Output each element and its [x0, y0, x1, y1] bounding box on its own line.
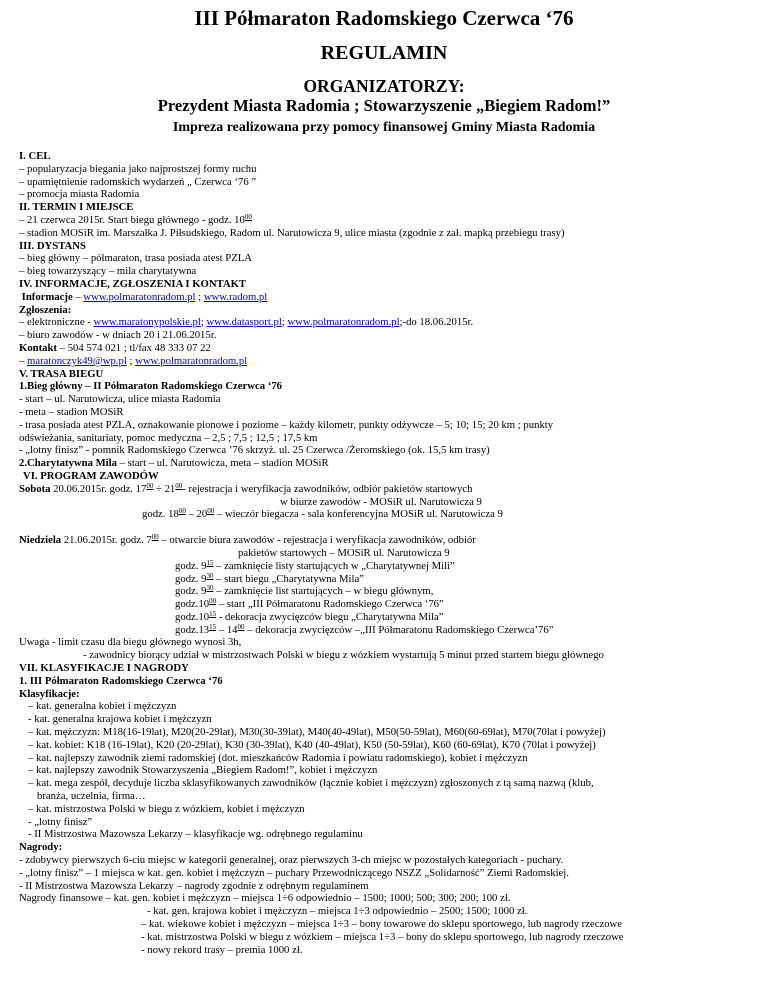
- list-item: – kat. wiekowe kobiet i mężczyzn – miejsca 1÷3 – bony towarowe do sklepu sportowego, lub nagrody rzeczowe: [141, 918, 623, 931]
- text-line: pakietów startowych – MOSiR ul. Narutowicza 9: [238, 546, 450, 559]
- section-heading-route: V. TRASA BIEGU: [19, 367, 104, 380]
- section-heading-info: IV. INFORMACJE, ZGŁOSZENIA I KONTAKT: [19, 277, 247, 290]
- schedule-row: godz. $9^{15}$ – zamknięcie listy startujących w „Charytatywnej Mili”: [175, 558, 455, 572]
- text-line: - meta – stadion MOSiR: [19, 405, 124, 418]
- sunday-line: Niedziela 21.06.2015r. godz. $7^{00}$ – otwarcie biura zawodów - rejestracja i weryfikacja zawodników, odbiór: [19, 533, 476, 547]
- registration-label: Zgłoszenia:: [19, 303, 72, 316]
- list-item: - zdobywcy pierwszych 6-ciu miejsc w kategorii generalnej, oraz pierwszych 3-ch miejsc w pozostałych kategoriach - puchary.: [19, 854, 564, 867]
- text-line: – 21 czerwca 2015r. Start biegu głównego - godz. $10^{00}$: [19, 212, 252, 226]
- subheading-half-marathon: 1. III Półmaraton Radomskiego Czerwca ‘76: [19, 674, 223, 687]
- schedule-row: $godz.13^{15} - 14^{00}$ – dekoracja zwycięzców –„III Półmaratonu Radomskiego Czerwca’76”: [175, 622, 554, 636]
- section-heading-classification: VII. KLASYFIKACJE I NAGRODY: [19, 662, 189, 675]
- text-line: – biuro zawodów - w dniach 20 i 21.06.2015r.: [19, 329, 217, 342]
- document-title: III Półmaraton Radomskiego Czerwca ‘76: [194, 6, 574, 30]
- list-item: Nagrody finansowe – kat. gen. kobiet i mężczyzn – miejsca 1÷6 odpowiednio – 1500; 1000; 500; 300; 200; 100 zł.: [19, 892, 511, 905]
- regulations-body: [19, 150, 759, 956]
- classification-label: Klasyfikacje:: [19, 687, 80, 700]
- list-item: - kat. gen. krajowa kobiet i mężczyzn – miejsca 1÷3 odpowiednio – 2500; 1500; 1000 zł.: [147, 905, 528, 918]
- contact-line: Kontakt – 504 574 021 ; tl/fax 48 333 07 22: [19, 341, 211, 354]
- saturday-evening-line: godz. $18^{00} - 20^{00}$ – wieczór biegacza - sala konferencyjna MOSiR ul. Narutowicza 9: [142, 507, 503, 521]
- section-heading-date-place: II. TERMIN I MIEJSCE: [19, 201, 134, 214]
- section-heading-goal: I. CEL: [19, 150, 51, 162]
- document-subtitle: REGULAMIN: [320, 42, 448, 64]
- text-line: – bieg towarzyszący – mila charytatywna: [19, 265, 197, 278]
- list-item: - kat. mistrzostwa Polski w biegu z wózkiem – miejsca 1÷3 – bony do sklepu sportowego, lub nagrody rzeczowe: [141, 930, 624, 943]
- email-link[interactable]: maratonczyk49@wp.pl: [27, 354, 127, 367]
- text-line: - trasa posiada atest PZLA, oznakowanie pionowe i poziome – każdy kilometr, punkty odżywcze – 5; 10; 15; 20 km ; punkty: [19, 418, 554, 431]
- link-polmaratonradom-3[interactable]: www.polmaratonradom.pl: [135, 354, 248, 367]
- list-item: - II Mistrzostwa Mazowsza Lekarzy – klasyfikacje wg. odrębnego regulaminu: [28, 828, 363, 841]
- text-line: – bieg główny – półmaraton, trasa posiada atest PZLA: [19, 252, 252, 265]
- text-line: – elektroniczne - www.maratonypolskie.pl; www.datasport.pl; www.polmaratonradom.pl;-do 18.06.2015r.: [19, 316, 474, 329]
- schedule-row: $godz.10^{15}$ - dekoracja zwycięzców biegu „Charytatywna Mila”: [175, 609, 444, 623]
- list-item: - „lotny finisz”: [28, 815, 93, 828]
- subheading-main-run: 1.Bieg główny – II Półmaraton Radomskiego Czerwca ‘76: [19, 380, 283, 393]
- text-line: – promocja miasta Radomia: [19, 188, 140, 201]
- list-item: - II Mistrzostwa Mazowsza Lekarzy – nagrody zgodnie z odrębnym regulaminem: [19, 879, 369, 892]
- list-item: – kat. mężczyzn: M18(16-19lat), M20(20-29lat), M30(30-39lat), M40(40-49lat), M50(50-59lat), M60(60-69lat), M70(70lat i powyżej): [28, 726, 606, 739]
- list-item: – kat. generalna kobiet i mężczyzn: [28, 700, 177, 713]
- list-item: – kat. mega zespół, decyduje liczba sklasyfikowanych zawodników (łącznie kobiet i mężczyzn) zgłoszonych z tą samą nazwą (klub,: [28, 777, 594, 790]
- saturday-line: Sobota 20.06.2015r. godz. $17^{00} \div 21^{00}-$ rejestracja i weryfikacja zawodników, odbiór pakietów startowych: [19, 481, 473, 495]
- organizers-line: Prezydent Miasta Radomia ; Stowarzyszenie „Biegiem Radom!”: [157, 96, 611, 115]
- text-line: – stadion MOSiR im. Marszałka J. Piłsudskiego, Radom ul. Narutowicza 9, ulice miasta (zgodnie z zał. mapką przebiegu trasy): [19, 226, 565, 239]
- section-heading-program: VI. PROGRAM ZAWODÓW: [23, 469, 159, 482]
- text-line: w biurze zawodów - MOSiR ul. Narutowicza 9: [280, 495, 482, 508]
- link-maratonypolskie[interactable]: www.maratonypolskie.pl: [93, 316, 201, 329]
- section-heading-distance: III. DYSTANS: [19, 239, 86, 252]
- schedule-row: godz. $9^{30}$ – zamknięcie list startujących – w biegu głównym,: [175, 584, 434, 598]
- note-line: Uwaga - limit czasu dla biegu głównego wynosi 3h,: [19, 636, 242, 649]
- text-line: - start – ul. Narutowicza, ulice miasta Radomia: [19, 393, 221, 406]
- link-polmaratonradom[interactable]: www.polmaratonradom.pl: [83, 290, 196, 303]
- link-polmaratonradom-2[interactable]: www.polmaratonradom.pl: [287, 316, 400, 329]
- list-item: – kat. najlepszy zawodnik ziemi radomskiej (dot. mieszkańców Radomia i powiatu radomskiego), kobiet i mężczyzn: [28, 751, 528, 764]
- funding-line: Impreza realizowana przy pomocy finansowej Gminy Miasta Radomia: [172, 120, 596, 135]
- text-line: – upamiętnienie radomskich wydarzeń „ Czerwca ‘76 ”: [19, 175, 257, 188]
- text-line: 2.Charytatywna Mila – start – ul. Narutowicza, meta – stadion MOSiR: [19, 457, 329, 470]
- schedule-row: $godz.10^{00}$ – start „III Półmaratonu Radomskiego Czerwca ‘76”: [175, 597, 444, 611]
- list-item: – kat. kobiet: K18 (16-19lat), K20 (20-29lat), K30 (30-39lat), K40 (40-49lat), K50 (50-59lat), K60 (60-69lat), K70 (70lat i powyżej): [28, 738, 596, 751]
- list-item: – kat. mistrzostwa Polski w biegu z wózkiem, kobiet i mężczyzn: [28, 802, 305, 815]
- text-line: - „lotny finisz” - pomnik Radomskiego Czerwca ’76 skrzyż. ul. 25 Czerwca /Żeromskiego (ok. 15,5 km trasy): [19, 444, 490, 457]
- text-line: – popularyzacja biegania jako najprostszej formy ruchu: [19, 162, 257, 175]
- info-line: Informacje – www.polmaratonradom.pl ; www.radom.pl: [21, 290, 268, 303]
- organizers-heading: ORGANIZATORZY:: [303, 76, 465, 96]
- list-item: branża, uczelnia, firma…: [37, 790, 146, 803]
- note-line: - zawodnicy biorący udział w mistrzostwach Polski w biegu z wózkiem wystartują 5 minut przed startem biegu głównego: [83, 649, 604, 662]
- text-line: – maratonczyk49@wp.pl ; www.polmaratonradom.pl: [19, 354, 248, 367]
- link-datasport[interactable]: www.datasport.pl: [206, 316, 282, 329]
- prizes-label: Nagrody:: [19, 841, 63, 854]
- list-item: - nowy rekord trasy – premia 1000 zł.: [141, 943, 303, 956]
- link-radom[interactable]: www.radom.pl: [203, 290, 268, 303]
- list-item: - „lotny finisz” – 1 miejsca w kat. gen. kobiet i mężczyzn – puchary Przewodniczącego NSZZ „Solidarność” Ziemi Radomskiej.: [19, 866, 569, 879]
- schedule-row: godz. $9^{30}$ – start biegu „Charytatywna Mila”: [175, 571, 364, 585]
- text-line: odświeżania, sanitariaty, pomoc medyczna – 2,5 ; 7,5 ; 12,5 ; 17,5 km: [19, 431, 318, 444]
- list-item: – kat. najlepszy zawodnik Stowarzyszenia „Biegiem Radom!”, kobiet i mężczyzn: [28, 764, 378, 777]
- list-item: - kat. generalna krajowa kobiet i mężczyzn: [28, 713, 212, 726]
